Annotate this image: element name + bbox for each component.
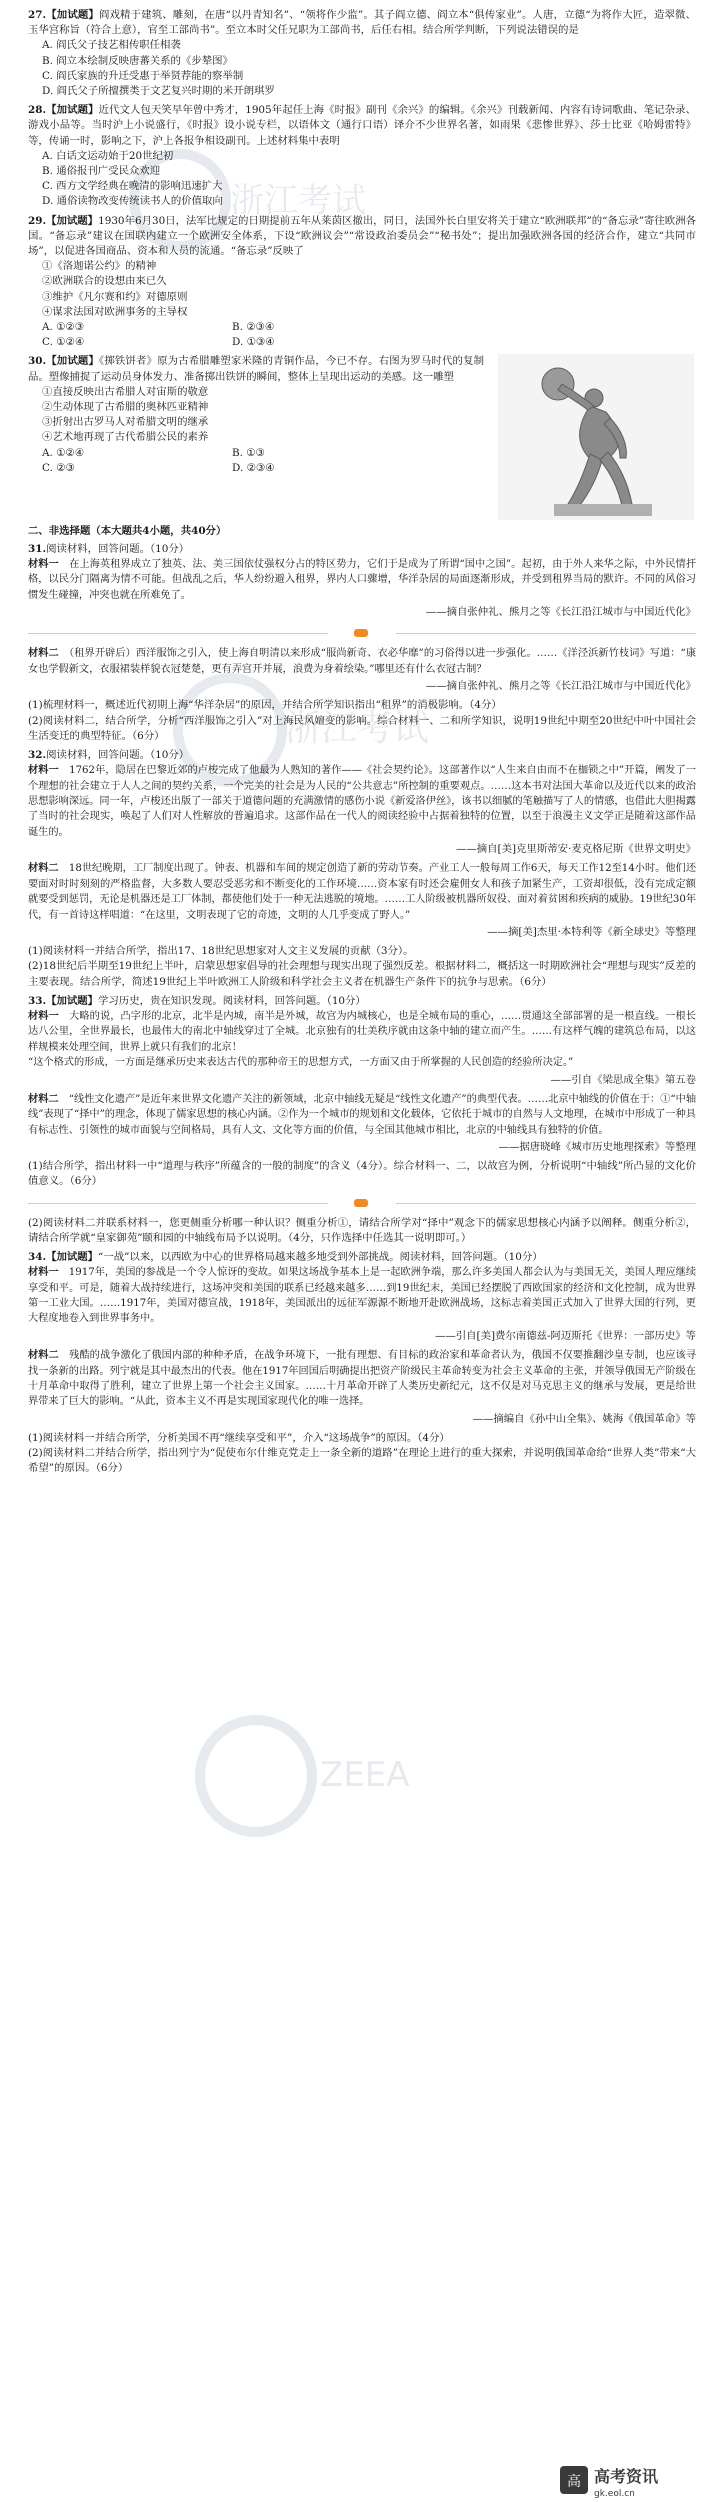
- question-tag: 【加试题】: [46, 355, 99, 368]
- site-watermark-logo: [560, 2460, 710, 2500]
- option-c: C. 阎氏家族的升迁受惠于举贤荐能的察举制: [42, 69, 244, 82]
- statement-4: ④谋求法国对欧洲事务的主导权: [42, 305, 188, 318]
- question-31: [28, 542, 696, 744]
- question-tag: 【加试题】: [46, 994, 99, 1007]
- material-label: 材料二: [28, 1350, 59, 1362]
- material-text: 1762年，隐居在巴黎近郊的卢梭完成了他最为人熟知的著作——《社会契约论》。这部著作以“人生来自由而不在枷锁之中”开篇，阐发了一个理想的社会建立于人人之间的契约关系，一个完美的社会是为人民的“公共意志”所控制的重要观点。……这本书对法国大革命以及近代以来的政治思想影响深远。同一年，卢梭还出版了一部关于道德问题的充满激情的感伤小说《新爱洛伊丝》，该书以细腻的笔触描写了人的情感，也借此大胆揭露了当时的社会现实，唤起了人们对人性解放的普遍追求。这部作品在一代人的阅读经验中占据着独特的位置，以至于浪漫主义文学正是随着这部作品诞生的。: [28, 765, 697, 838]
- material-source: ——摘编自《孙中山全集》、姚海《俄国革命》等: [472, 1412, 696, 1425]
- material-text-quote: “这个格式的形成，一方面是继承历史来表达古代的那种帝王的思想方式，一方面又由于所掌握的人民创造的经验所决定。”: [28, 1057, 574, 1069]
- material-text: 18世纪晚期，工厂制度出现了。钟表、机器和车间的规定创造了新的劳动节奏。产业工人一般每周工作6天，每天工作12至14小时。他们还要面对时时刻刻的严格监督，大多数人要忍受恶劣和不断变化的工作环境……资本家有时还会雇佣女人和孩子加紧生产，工资却很低，没有完成定额就要受到惩罚，无论是机器还是工厂体制，都使他们处于一种无法逃脱的境地。……工人阶级被机器所奴役、面对着贫困和疾病的威胁。19世纪30年代，有一首诗这样唱道：“在这里，文明表现了它的奇迹，文明的人几乎变成了野人。”: [28, 863, 697, 921]
- statement-3: ③维护《凡尔赛和约》对德原则: [42, 290, 188, 303]
- section-heading: 二、非选择题（本大题共4小题，共40分）: [28, 525, 227, 538]
- question-30: [28, 354, 696, 520]
- option-d: D. 阎氏父子所擅撰类于文艺复兴时期的米开朗琪罗: [42, 85, 275, 98]
- question-number: 33.: [28, 994, 47, 1007]
- material-label: 材料二: [28, 648, 59, 660]
- material-source: ——摘[美]杰里·本特利等《新全球史》等整理: [487, 925, 696, 938]
- question-tag: 【加试题】: [46, 214, 99, 227]
- question-33: [28, 994, 696, 1246]
- material-label: 材料二: [28, 1093, 59, 1105]
- material-source: ——据唐晓峰《城市历史地理探索》等整理: [498, 1141, 696, 1154]
- material-label: 材料二: [28, 863, 59, 875]
- material-label: 材料一: [28, 558, 59, 570]
- material-text: 在上海英租界成立了独英、法、美三国依仗强权分占的特区势力，它们于是成为了所谓“国中之国”。起初，由于外人来华之际，中外民情扞格，以民分门隔离为情不可能。但战乱之后，华人纷纷避入租界，界内人口骤增，华洋杂居的局面逐渐形成，并受到租界当局的默许。不同的风俗习惯发生碰撞，冲突也就在所难免了。: [28, 558, 697, 601]
- material-source: ——摘自张仲礼、熊月之等《长江沿江城市与中国近代化》: [425, 606, 696, 619]
- question-28: [28, 103, 696, 209]
- question-29: [28, 214, 696, 351]
- question-32: [28, 748, 696, 990]
- question-stem: 近代文人包天笑早年曾中秀才，1905年起任上海《时报》副刊《余兴》的编辑。《余兴》刊载新闻、内容有诗词歌曲、笔记杂录、游戏小品等。当时沪上小说盛行，《时报》设小说专栏，以语体文（通行口语）译介不少世界名著，如雨果《悲惨世界》、莎士比亚《哈姆雷特》等，传诵一时，影响之下，沪上各报争相设副刊。上述材料集中表明: [28, 104, 696, 147]
- material-source: ——引自[美]费尔南德兹-阿迈斯托《世界：一部历史》等: [435, 1329, 696, 1342]
- option-b: B. 阎立本绘制反映唐蕃关系的《步辇图》: [42, 54, 233, 67]
- question-stem: 《掷铁饼者》原为古希腊雕塑家米隆的青铜作品，今已不存。右图为罗马时代的复制品。塑像捕捉了运动员身体发力、准备掷出铁饼的瞬间，整体上呈现出运动的美感。这一雕塑: [28, 355, 485, 383]
- material-text: 大略的说，凸字形的北京，北半是内城，南半是外城，故宫为内城核心，也是全城布局的重心，……贯通这全部部署的是一根直线。一根长达八公里，全世界最长，也最伟大的南北中轴线穿过了全城。北京独有的壮美秩序就由这条中轴的建立而产生。……有这样气魄的建筑总布局，以这样规模来处理空间，世界上就只有我们的北京！: [28, 1011, 696, 1053]
- option-d: D. 通俗读物改变传统读书人的价值取向: [42, 195, 223, 208]
- svg-text:高考资讯: 高考资讯: [594, 2467, 659, 2486]
- statement-1: ①直接反映出古希腊人对宙斯的敬意: [42, 385, 209, 398]
- sub-question-2: (2)18世纪后半期至19世纪上半叶，启蒙思想家倡导的社会理想与现实出现了强烈反差。根据材料二，概括这一时期欧洲社会“理想与现实”反差的主要表现。结合所学，简述19世纪上半叶欧洲工人阶级和科学社会主义者在机器生产条件下的抗争与思索。（6分）: [28, 960, 696, 988]
- sub-question-1-cont: 综合材料一、二，以故宫为例，分析说明“中轴线”所凸显的文化价值意义。（6分）: [28, 1160, 697, 1188]
- question-number: 28.: [28, 104, 47, 117]
- material-source: ——摘自[美]克里斯蒂安·麦克格尼斯《世界文明史》: [455, 843, 696, 856]
- statement-3: ③折射出古罗马人对希腊文明的继承: [42, 416, 209, 429]
- question-stem: 阅读材料，回答问题。（10分）: [46, 542, 190, 555]
- svg-text:浙江考试: 浙江考试: [230, 181, 366, 221]
- question-34: [28, 1250, 696, 1476]
- question-number: 31.: [28, 542, 47, 555]
- material-label: 材料一: [28, 765, 59, 777]
- statement-2: ②欧洲联合的设想由来已久: [42, 275, 167, 288]
- question-stem: 阎戏精于建筑、雕刻，在唐“以丹青知名”、“领将作少监”。其子阎立德、阎立本“俱传家业”。人唐，立德“为将作大匠，造翠微、玉华宫称旨（符合上意），官至工部尚书”。至立本时父任兄职为工部尚书，后任右相。结合所学判断，下列说法错误的是: [28, 9, 696, 37]
- option-d: D. ①③④: [232, 336, 275, 349]
- question-number: 27.: [28, 9, 47, 21]
- question-stem: “一战”以来，以西欧为中心的世界格局越来越多地受到外部挑战。阅读材料，回答问题。（10分）: [98, 1251, 543, 1264]
- question-27: [28, 8, 696, 99]
- material-label: 材料一: [28, 1267, 59, 1279]
- material-text: “线性文化遗产”是近年来世界文化遗产关注的新领域，北京中轴线无疑是“线性文化遗产”的典型代表。……北京中轴线的价值在于：①“中轴线”表现了“择中”的理念，体现了儒家思想的核心内涵。②作为一个城市的规划和文化载体，它依托于城市的自然与人文地理，在城市中形成了一种具有标志性、引领性的城市面貌与空间格局，具有人文、文化等方面的价值，与全国其他城市相比，北京的中轴线具有独特的价值。: [28, 1093, 697, 1136]
- statement-2: ②生动体现了古希腊的奥林匹亚精神: [42, 401, 209, 414]
- question-number: 30.: [28, 355, 47, 368]
- question-number: 29.: [28, 214, 47, 227]
- option-b: B. ②③④: [232, 321, 275, 334]
- material-source: ——摘自张仲礼、熊月之等《长江沿江城市与中国近代化》: [425, 680, 696, 693]
- sub-question-2: (2)阅读材料二并联系材料一，您更侧重分析哪一种认识？侧重分析①，请结合所学对“择中”观念下的儒家思想核心内涵予以阐释。侧重分析②，请结合所学就“皇家御苑”颐和园的中轴线布局予以说明。（4分，只作选择中任选其一说明即可。）: [28, 1216, 696, 1244]
- statement-1: ①《洛迦诺公约》的精神: [42, 260, 157, 273]
- svg-text:gk.eol.cn: gk.eol.cn: [594, 2489, 635, 2499]
- material-text: （租界开辟后）西洋服饰之引入，使上海自明清以来形成“服尚新奇、衣必华靡”的习俗得以进一步强化。……《洋泾浜新竹枝词》写道：“康女也学假新文，衣服裙装样貌衣冠楚楚，更有弄宫开并展，浪费为身着绘染。”哪里还有什么衣冠古制？: [28, 648, 697, 675]
- watermark-logo-3: [180, 1680, 420, 1870]
- svg-text:ZEEA: ZEEA: [320, 1755, 410, 1795]
- section-divider: [28, 626, 696, 640]
- question-tag: 【加试题】: [46, 9, 99, 21]
- question-number: 34.: [28, 1251, 47, 1264]
- question-tag: 【加试题】: [46, 1251, 99, 1264]
- sub-question-1: (1)梳理材料一，概述近代初期上海“华洋杂居”的原因，并结合所学知识指出“租界”的消极影响。（4分）: [28, 699, 502, 712]
- sub-question-1: (1)结合所学，指出材料一中“道理与秩序”所蕴含的一般的制度”的含义（4分）。: [28, 1160, 394, 1173]
- material-text: 1917年，美国的参战是一个令人惊讶的变故。如果这场战争基本上是一起欧洲争端，那么许多美国人都会认为与美国无关，美国人理应继续享受和平。可是，随着大战持续进行，这场冲突和美国的联系已经越来越多……到19世纪末，美国已经摆脱了西欧国家的经济和文化控制，成为世界第一工业大国。……1917年，美国对德宣战，1918年，美国派出的远征军源源不断地开赴欧洲战场，这标志着美国正式加入了世界大国的行列，更大程度地卷入到世界事务中。: [28, 1267, 697, 1325]
- section-divider: [28, 1196, 696, 1210]
- option-b: B. ①③: [232, 446, 265, 459]
- option-b: B. 通俗报刊广受民众欢迎: [42, 165, 161, 178]
- option-a: A. 阎氏父子技艺相传职任相袭: [42, 39, 181, 52]
- svg-text:高: 高: [567, 2474, 581, 2490]
- option-c: C. 西方文学经典在晚清的影响迅速扩大: [42, 180, 223, 193]
- option-c: C. ①②④: [42, 336, 85, 349]
- question-number: 32.: [28, 748, 47, 761]
- sub-question-2: (2)阅读材料二并结合所学，指出列宁为“促使布尔什维克党走上一条全新的道路”在理论上进行的重大探索，并说明俄国革命给“世界人类”带来“大希望”的原因。（6分）: [28, 1447, 696, 1475]
- material-source: ——引自《梁思成全集》第五卷: [550, 1073, 696, 1086]
- question-tag: 【加试题】: [46, 104, 99, 117]
- sub-question-1: (1)阅读材料一并结合所学，分析美国不再“继续享受和平”，介入“这场战争”的原因。（4分）: [28, 1431, 450, 1444]
- sub-question-1: (1)阅读材料一并结合所学，指出17、18世纪思想家对人文主义发展的贡献（3分）。: [28, 945, 414, 958]
- option-d: D. ②③④: [232, 461, 275, 474]
- svg-text:浙江考试: 浙江考试: [285, 708, 430, 749]
- option-a: A. 白话文运动始于20世纪初: [42, 149, 174, 162]
- option-c: C. ②③: [42, 461, 75, 474]
- option-a: A. ①②④: [42, 446, 85, 459]
- statement-4: ④艺术地再现了古代希腊公民的素养: [42, 431, 209, 444]
- material-label: 材料一: [28, 1011, 59, 1022]
- option-a: A. ①②③: [42, 321, 85, 334]
- question-stem: 阅读材料，回答问题。（10分）: [46, 748, 190, 761]
- exam-content: [28, 8, 696, 1481]
- question-stem: 学习历史，贵在知识发现。阅读材料，回答问题。（10分）: [98, 994, 366, 1007]
- sub-question-2: (2)阅读材料二，结合所学，分析“西洋服饰之引入”对上海民风嬗变的影响。综合材料一、二和所学知识，说明19世纪中期至20世纪中叶中国社会生活变迁的典型特征。（6分）: [28, 714, 696, 742]
- material-text: 残酷的战争激化了俄国内部的种种矛盾，在战争环境下，一批有理想、有目标的政治家和革命者认为，俄国不仅要推翻沙皇专制，也应该寻找一条新的出路。列宁就是其中最杰出的代表。他在1917年回国后明确提出把资产阶级民主革命转变为社会主义革命的主张，并领导俄国无产阶级在十月革命中取得了胜利，建立了世界上第一个社会主义国家。……十月革命开辟了人类历史新纪元，这不仅是对马克思主义的继承与发展，更是给世界带来了巨大的影响。“从此，资本主义不再是实现国家现代化的唯一选择。: [28, 1350, 697, 1408]
- discobolus-statue-image: [498, 354, 694, 520]
- question-stem: 1930年6月30日，法军比规定的日期提前五年从莱茵区撤出，同日，法国外长白里安将关于建立“欧洲联邦”的“备忘录”寄往欧洲各国。“备忘录”建议在国联内建立一个欧洲安全体系，下设“欧洲议会”“常设政治委员会”“秘书处”；提出加强欧洲各国的经济合作，建立“共同市场”，以促进各国商品、资本和人员的流通。“备忘录”反映了: [28, 214, 697, 258]
